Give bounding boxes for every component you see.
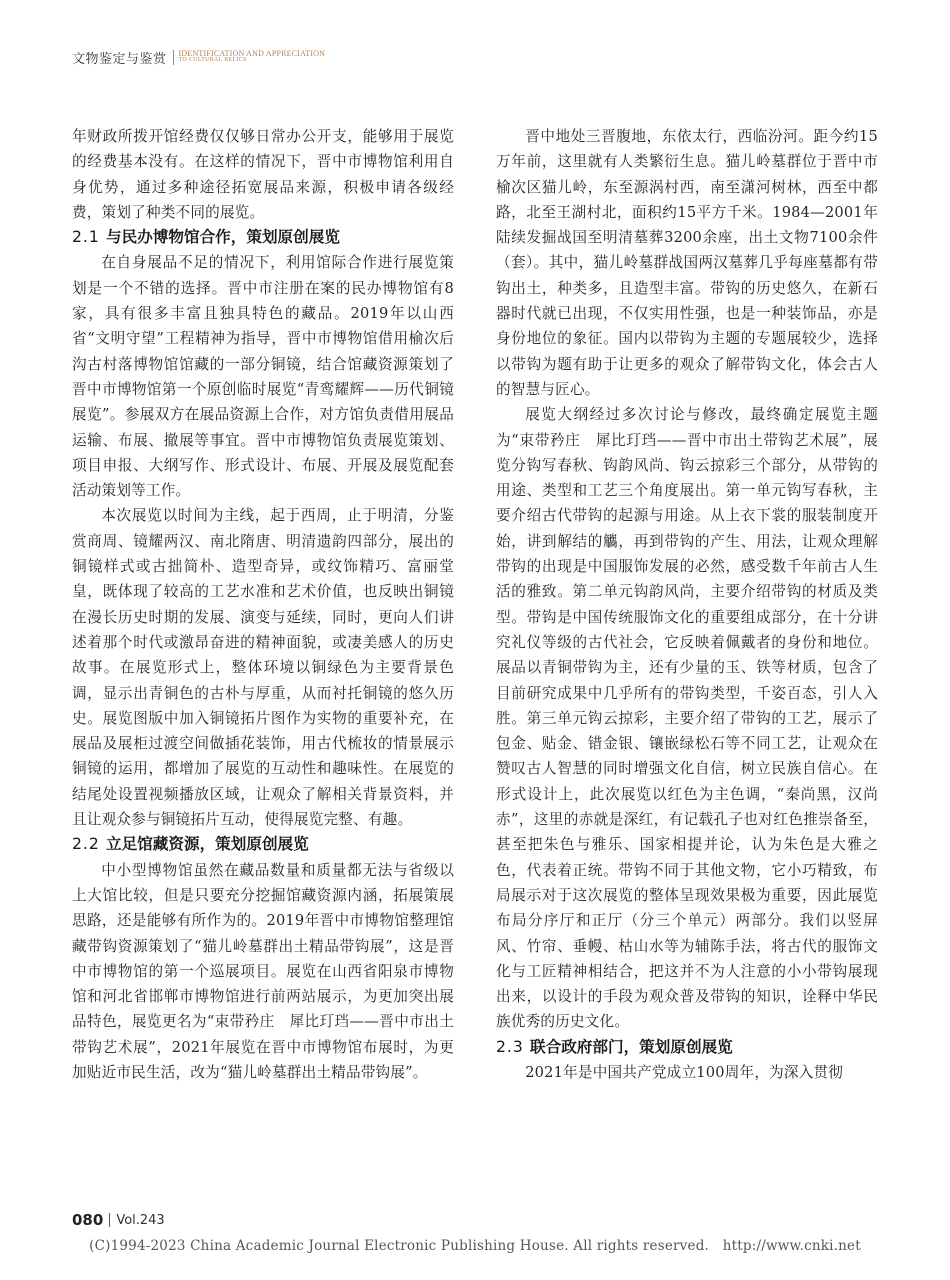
section-heading-2-1 bbox=[72, 225, 454, 250]
section-heading-2-2 bbox=[72, 832, 454, 857]
left-column bbox=[72, 124, 454, 1085]
journal-title-en bbox=[179, 50, 326, 64]
journal-title-en-line1: IDENTIFICATION AND APPRECIATION bbox=[178, 49, 326, 58]
page-number: 080 bbox=[72, 1211, 104, 1229]
journal-title-cn: 文物鉴定与鉴赏 bbox=[72, 51, 167, 67]
volume-label: Vol.243 bbox=[116, 1212, 165, 1228]
paragraph-continued: 年财政所拨开馆经费仅仅够日常办公开支，能够用于展览的经费基本没有。在这样的情况下，晋中市博物馆利用自身优势，通过多种途径拓宽展品来源，积极申请各级经费，策划了种类不同的展览。 bbox=[72, 128, 454, 221]
right-column bbox=[496, 124, 878, 1085]
paragraph: 展览大纲经过多次讨论与修改，最终确定展览主题为“束带矜庄 犀比玎珰——晋中市出土带钩艺术展”，展览分钩写春秋、钩韵风尚、钩云掠彩三个部分，从带钩的用途、类型和工艺三个角度展出。第一单元钩写春秋，主要介绍古代带钩的起源与用途。从上衣下裳的服装制度开始，讲到解结的觿，再到带钩的产生、用法，让观众理解带钩的出现是中国服饰发展的必然，感受数千年前古人生活的雅致。第二单元钩韵风尚，主要介绍带钩的材质及类型。带钩是中国传统服饰文化的重要组成部分，在十分讲究礼仪等级的古代社会，它反映着佩戴者的身份和地位。展品以青铜带钩为主，还有少量的玉、铁等材质，包含了目前研究成果中几乎所有的带钩类型，千姿百态，引人入胜。第三单元钩云掠彩，主要介绍了带钩的工艺，展示了包金、贴金、错金银、镶嵌绿松石等不同工艺，让观众在赞叹古人智慧的同时增强文化自信，树立民族自信心。在形式设计上，此次展览以红色为主色调，“秦尚黑，汉尚赤”，这里的赤就是深红，有记载孔子也对红色推崇备至，甚至把朱色与雅乐、国家相提并论，认为朱色是大雅之色，代表着正统。带钩不同于其他文物，它小巧精致，布局展示对于这次展览的整体呈现效果极为重要，因此展览布局分序厅和正厅（分三个单元）两部分。我们以竖屏风、竹帘、垂幔、枯山水等为辅陈手法，将古代的服饰文化与工匠精神相结合，把这并不为人注意的小小带钩展现出来，以设计的手段为观众普及带钩的知识，诠释中华民族优秀的历史文化。 bbox=[496, 406, 878, 1031]
section-number: 2.1 bbox=[72, 228, 100, 247]
journal-title-en-line2: TO CULTURAL RELICS bbox=[178, 57, 247, 63]
copyright-notice: (C)1994-2023 China Academic Journal Electronic Publishing House. All rights reserved. http://www.cnki.net bbox=[89, 1238, 861, 1254]
paragraph: 2021年是中国共产党成立100周年，为深入贯彻 bbox=[525, 1063, 844, 1081]
paragraph: 晋中地处三晋腹地，东依太行，西临汾河。距今约15万年前，这里就有人类繁衍生息。猫儿岭墓群位于晋中市榆次区猫儿岭，东至源涡村西，南至潇河树林，西至中都路，北至王湖村北，面积约15平方千米。1984—2001年陆续发掘战国至明清墓葬3200余座，出土文物7100余件（套）。其中，猫儿岭墓群战国两汉墓葬几乎每座墓都有带钩出土，种类多，且造型丰富。带钩的历史悠久，在新石器时代就已出现，不仅实用性强，也是一种装饰品，亦是身份地位的象征。国内以带钩为主题的专题展较少，选择以带钩为题有助于让更多的观众了解带钩文化，体会古人的智慧与匠心。 bbox=[496, 128, 878, 398]
paragraph: 在自身展品不足的情况下，利用馆际合作进行展览策划是一个不错的选择。晋中市注册在案的民办博物馆有8家，具有很多丰富且独具特色的藏品。2019年以山西省“文明守望”工程精神为指导，晋中市博物馆借用榆次后沟古村落博物馆馆藏的一部分铜镜，结合馆藏资源策划了晋中市博物馆第一个原创临时展览“青鸾耀辉——历代铜镜展览”。参展双方在展品资源上合作，对方馆负责借用展品运输、布展、撤展等事宜。晋中市博物馆负责展览策划、项目申报、大纲写作、形式设计、布展、开展及展览配套活动策划等工作。 bbox=[72, 254, 454, 500]
header-divider bbox=[173, 50, 174, 65]
section-title: 立足馆藏资源，策划原创展览 bbox=[106, 835, 309, 854]
section-heading-2-3 bbox=[496, 1035, 878, 1060]
paragraph: 中小型博物馆虽然在藏品数量和质量都无法与省级以上大馆比较，但是只要充分挖掘馆藏资源内涵，拓展策展思路，还是能够有所作为的。2019年晋中市博物馆整理馆藏带钩资源策划了“猫儿岭墓群出土精品带钩展”，这是晋中市博物馆的第一个巡展项目。展览在山西省阳泉市博物馆和河北省邯郸市博物馆进行前两站展示，为更加突出展品特色，展览更名为“束带矜庄 犀比玎珰——晋中市出土带钩艺术展”，2021年展览在晋中市博物馆布展时，为更加贴近市民生活，改为“猫儿岭墓群出土精品带钩展”。 bbox=[72, 861, 454, 1081]
section-number: 2.2 bbox=[72, 835, 100, 854]
footer-divider bbox=[109, 1213, 110, 1227]
section-number: 2.3 bbox=[496, 1037, 524, 1056]
section-title: 联合政府部门，策划原创展览 bbox=[530, 1037, 733, 1056]
running-header bbox=[72, 46, 325, 68]
section-title: 与民办博物馆合作，策划原创展览 bbox=[106, 228, 340, 247]
paragraph: 本次展览以时间为主线，起于西周，止于明清，分鉴赏商周、镜耀两汉、南北隋唐、明清遗韵四部分，展出的铜镜样式或古拙简朴、造型奇异，或纹饰精巧、富丽堂皇，既体现了较高的工艺水准和艺术价值，也反映出铜镜在漫长历史时期的发展、演变与延续，同时，更向人们讲述着那个时代或激昂奋进的精神面貌，或凄美感人的历史故事。在展览形式上，整体环境以铜绿色为主要背景色调，显示出青铜色的古朴与厚重，从而衬托铜镜的悠久历史。展览图版中加入铜镜拓片图作为实物的重要补充，在展品及展柜过渡空间做插花装饰，用古代梳妆的情景展示铜镜的运用，都增加了展览的互动性和趣味性。在展览的结尾处设置视频播放区域，让观众了解相关背景资料，并且让观众参与铜镜拓片互动，使得展览完整、有趣。 bbox=[72, 507, 454, 829]
page-footer bbox=[72, 1211, 165, 1229]
